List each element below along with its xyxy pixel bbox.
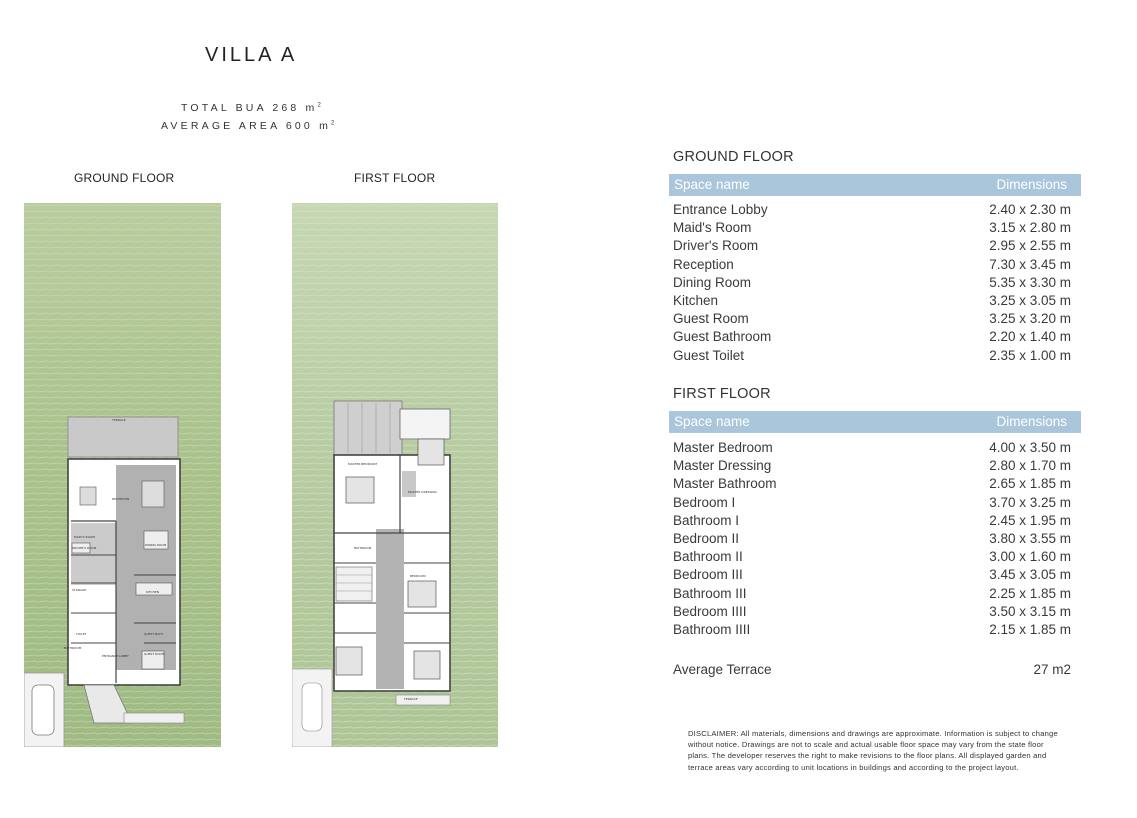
plan-label-terrace: TERRACE: [112, 418, 126, 422]
total-bua-text: TOTAL BUA 268 m: [181, 102, 318, 114]
table-row: [673, 328, 1071, 346]
space-name: Bathroom I: [673, 512, 740, 528]
space-name: Reception: [673, 256, 734, 272]
space-name: Bedroom IIII: [673, 603, 747, 619]
terrace-label: Average Terrace: [673, 662, 772, 677]
terrace-value: 27 m2: [1033, 662, 1071, 677]
col-dimensions: Dimensions: [996, 414, 1067, 429]
average-terrace-row: [673, 662, 1071, 680]
space-name: Bedroom I: [673, 494, 736, 510]
dimension: 2.95 x 2.55 m: [989, 238, 1071, 254]
plan-label-driver: DRIVER'S ROOM: [72, 546, 97, 550]
space-name: Dining Room: [673, 274, 752, 290]
disclaimer-text: DISCLAIMER: All materials, dimensions and drawings are approximate. Information is subject to change without notice. Drawings are not to scale and actual usable floor space may vary from the state floor plans. The developer reserves the right to make revisions to the floor plans. All displayed garden and terrace areas vary according to unit locations in buildings and according to the project layout.: [688, 729, 1058, 772]
total-bua-line: [181, 102, 321, 114]
space-name: Bedroom II: [673, 530, 740, 546]
unit-superscript: 2: [331, 120, 335, 127]
plan-label-master: MASTER BEDROOM: [348, 462, 377, 466]
plan-label-bedroom: BEDROOM: [410, 574, 426, 578]
unit-superscript: 2: [317, 102, 321, 109]
average-area-line: [161, 120, 334, 132]
plan-label-guest: GUEST ROOM: [144, 652, 165, 656]
page-title: VILLA A: [205, 44, 298, 66]
space-name: Master Dressing: [673, 458, 772, 474]
col-space-name: Space name: [674, 177, 750, 192]
plan-label-dining: DINING ROOM: [145, 543, 167, 547]
dimension: 2.40 x 2.30 m: [989, 202, 1071, 217]
dimension: 3.50 x 3.15 m: [989, 603, 1071, 619]
ground-floor-heading: GROUND FLOOR: [673, 149, 794, 165]
dimension: 5.35 x 3.30 m: [989, 274, 1071, 290]
table-row: [673, 566, 1071, 584]
dimension: 2.15 x 1.85 m: [989, 621, 1071, 637]
average-area-text: AVERAGE AREA 600 m: [161, 120, 332, 132]
dimension: 2.25 x 1.85 m: [989, 585, 1071, 601]
dimension: 3.70 x 3.25 m: [989, 494, 1071, 510]
table-row: [673, 310, 1071, 328]
plan-label-bathroom: BATHROOM: [64, 646, 82, 650]
table-row: [673, 621, 1071, 639]
col-dimensions: Dimensions: [996, 177, 1067, 192]
plan-label-maid: MAID'S ROOM: [74, 535, 95, 539]
table-row: [673, 494, 1071, 512]
space-name: Bathroom II: [673, 549, 743, 565]
dimension: 3.25 x 3.05 m: [989, 292, 1071, 308]
space-name: Master Bathroom: [673, 476, 777, 492]
space-name: Entrance Lobby: [673, 202, 768, 217]
plan-label-kitchen: KITCHEN: [146, 590, 159, 594]
first-floor-plan-label: FIRST FLOOR: [354, 171, 436, 185]
ground-floor-plan-label: GROUND FLOOR: [74, 171, 175, 185]
dimension: 3.00 x 1.60 m: [989, 549, 1071, 565]
space-name: Bathroom III: [673, 585, 747, 601]
plan-label-bathroom: BATHROOM: [354, 546, 372, 550]
plan-label-guest-bath: GUEST BATH: [144, 632, 164, 636]
plan-label-entrance: ENTRANCE LOBBY: [102, 654, 129, 658]
table-row: [673, 219, 1071, 237]
first-floor-table-header: [669, 411, 1081, 433]
dimension: 2.20 x 1.40 m: [989, 329, 1071, 345]
table-row: [673, 347, 1071, 365]
plan-label-toilet: TOILET: [76, 632, 87, 636]
ground-floor-rows: [673, 201, 1071, 365]
table-row: [673, 475, 1071, 493]
dimension: 2.80 x 1.70 m: [989, 458, 1071, 474]
space-name: Maid's Room: [673, 220, 752, 236]
ground-floor-table-header: [669, 174, 1081, 196]
table-row: [673, 292, 1071, 310]
table-row: [673, 274, 1071, 292]
plan-label-dressing: MASTER DRESSING: [408, 490, 437, 494]
space-name: Kitchen: [673, 292, 719, 308]
first-floor-heading: FIRST FLOOR: [673, 386, 771, 402]
dimension: 3.15 x 2.80 m: [989, 220, 1071, 236]
table-row: [673, 457, 1071, 475]
table-row: [673, 237, 1071, 255]
table-row: [673, 603, 1071, 621]
dimension: 3.80 x 3.55 m: [989, 530, 1071, 546]
dimension: 4.00 x 3.50 m: [989, 440, 1071, 455]
table-row: [673, 256, 1071, 274]
plan-label-storage: STORAGE: [72, 588, 87, 592]
col-space-name: Space name: [674, 414, 750, 429]
space-name: Guest Toilet: [673, 347, 745, 363]
space-name: Bathroom IIII: [673, 621, 751, 637]
space-name: Bedroom III: [673, 567, 743, 583]
table-row: [673, 548, 1071, 566]
table-row: [673, 512, 1071, 530]
first-floor-rows: [673, 439, 1071, 639]
space-name: Master Bedroom: [673, 440, 773, 455]
table-row: [673, 530, 1071, 548]
dimension: 2.65 x 1.85 m: [989, 476, 1071, 492]
dimension: 7.30 x 3.45 m: [989, 256, 1071, 272]
dimension: 2.35 x 1.00 m: [989, 347, 1071, 363]
table-row: [673, 439, 1071, 457]
plan-label-terrace: TERRACE: [404, 697, 418, 701]
plan-label-reception: RECEPTION: [112, 497, 130, 501]
space-name: Guest Room: [673, 311, 749, 327]
first-floor-plan: [292, 203, 498, 747]
dimension: 3.25 x 3.20 m: [989, 311, 1071, 327]
dimension: 3.45 x 3.05 m: [989, 567, 1071, 583]
ground-floor-plan: [24, 203, 221, 747]
dimension: 2.45 x 1.95 m: [989, 512, 1071, 528]
space-name: Driver's Room: [673, 238, 759, 254]
table-row: [673, 585, 1071, 603]
space-name: Guest Bathroom: [673, 329, 772, 345]
table-row: [673, 201, 1071, 219]
